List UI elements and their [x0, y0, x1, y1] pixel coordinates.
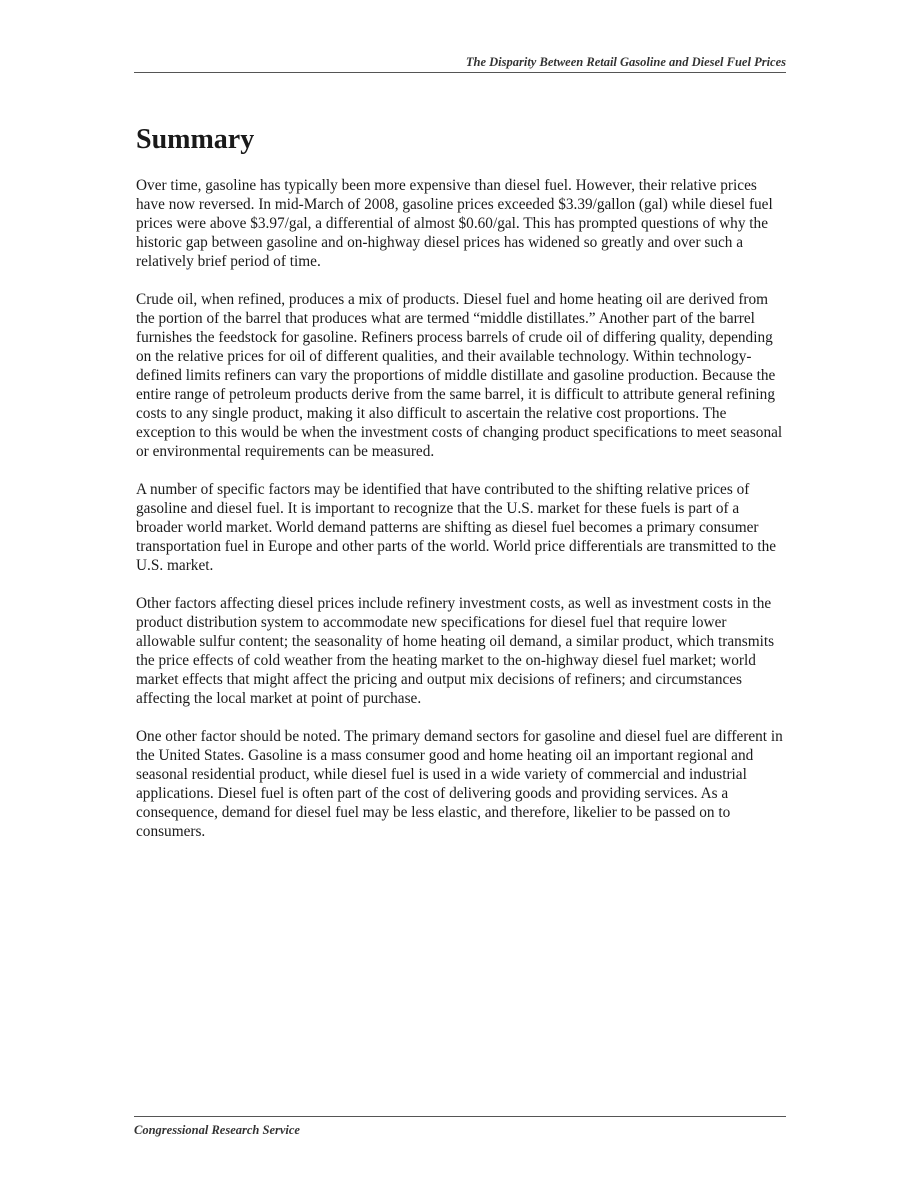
footer-publisher: Congressional Research Service: [134, 1123, 300, 1137]
paragraph: A number of specific factors may be identified that have contributed to the shifting relative prices of gasoline and diesel fuel. It is important to recognize that the U.S. market for these fuels is part of a broader world market. World demand patterns are shifting as diesel fuel becomes a primary consumer transportation fuel in Europe and other parts of the world. World price differentials are transmitted to the U.S. market.: [136, 481, 777, 574]
page-header: [134, 52, 786, 73]
running-title: The Disparity Between Retail Gasoline and Diesel Fuel Prices: [465, 55, 786, 69]
page-footer: [134, 1116, 786, 1139]
paragraph: One other factor should be noted. The primary demand sectors for gasoline and diesel fuel are different in the United States. Gasoline is a mass consumer good and home heating oil an important regional and seasonal residential product, while diesel fuel is used in a wide variety of commercial and industrial applications. Diesel fuel is often part of the cost of delivering goods and providing services. As a consequence, demand for diesel fuel may be less elastic, and therefore, likelier to be passed on to consumers.: [136, 728, 783, 840]
section-heading: Summary: [136, 124, 255, 155]
paragraph: Crude oil, when refined, produces a mix of products. Diesel fuel and home heating oil are derived from the portion of the barrel that produces what are termed “middle distillates.” Another part of the barrel furnishes the feedstock for gasoline. Refiners process barrels of crude oil of differing quality, depending on the relative prices for oil of different qualities, and their available technology. Within technology-defined limits refiners can vary the proportions of middle distillate and gasoline production. Because the entire range of petroleum products derive from the same barrel, it is difficult to attribute general refining costs to any single product, making it also difficult to ascertain the relative cost proportions. The exception to this would be when the investment costs of changing product specifications to meet seasonal or environmental requirements can be measured.: [136, 291, 783, 460]
main-content: [136, 120, 786, 860]
paragraph: Other factors affecting diesel prices include refinery investment costs, as well as investment costs in the product distribution system to accommodate new specifications for diesel fuel that require lower allowable sulfur content; the seasonality of home heating oil demand, a similar product, which transmits the price effects of cold weather from the heating market to the on-highway diesel fuel market; world market effects that might affect the pricing and output mix decisions of refiners; and circumstances affecting the local market at point of purchase.: [136, 595, 775, 707]
paragraph: Over time, gasoline has typically been more expensive than diesel fuel. However, their relative prices have now reversed. In mid-March of 2008, gasoline prices exceeded $3.39/gallon (gal) while diesel fuel prices were above $3.97/gal, a differential of almost $0.60/gal. This has prompted questions of why the historic gap between gasoline and on-highway diesel prices has widened so greatly and over such a relatively brief period of time.: [136, 177, 773, 270]
